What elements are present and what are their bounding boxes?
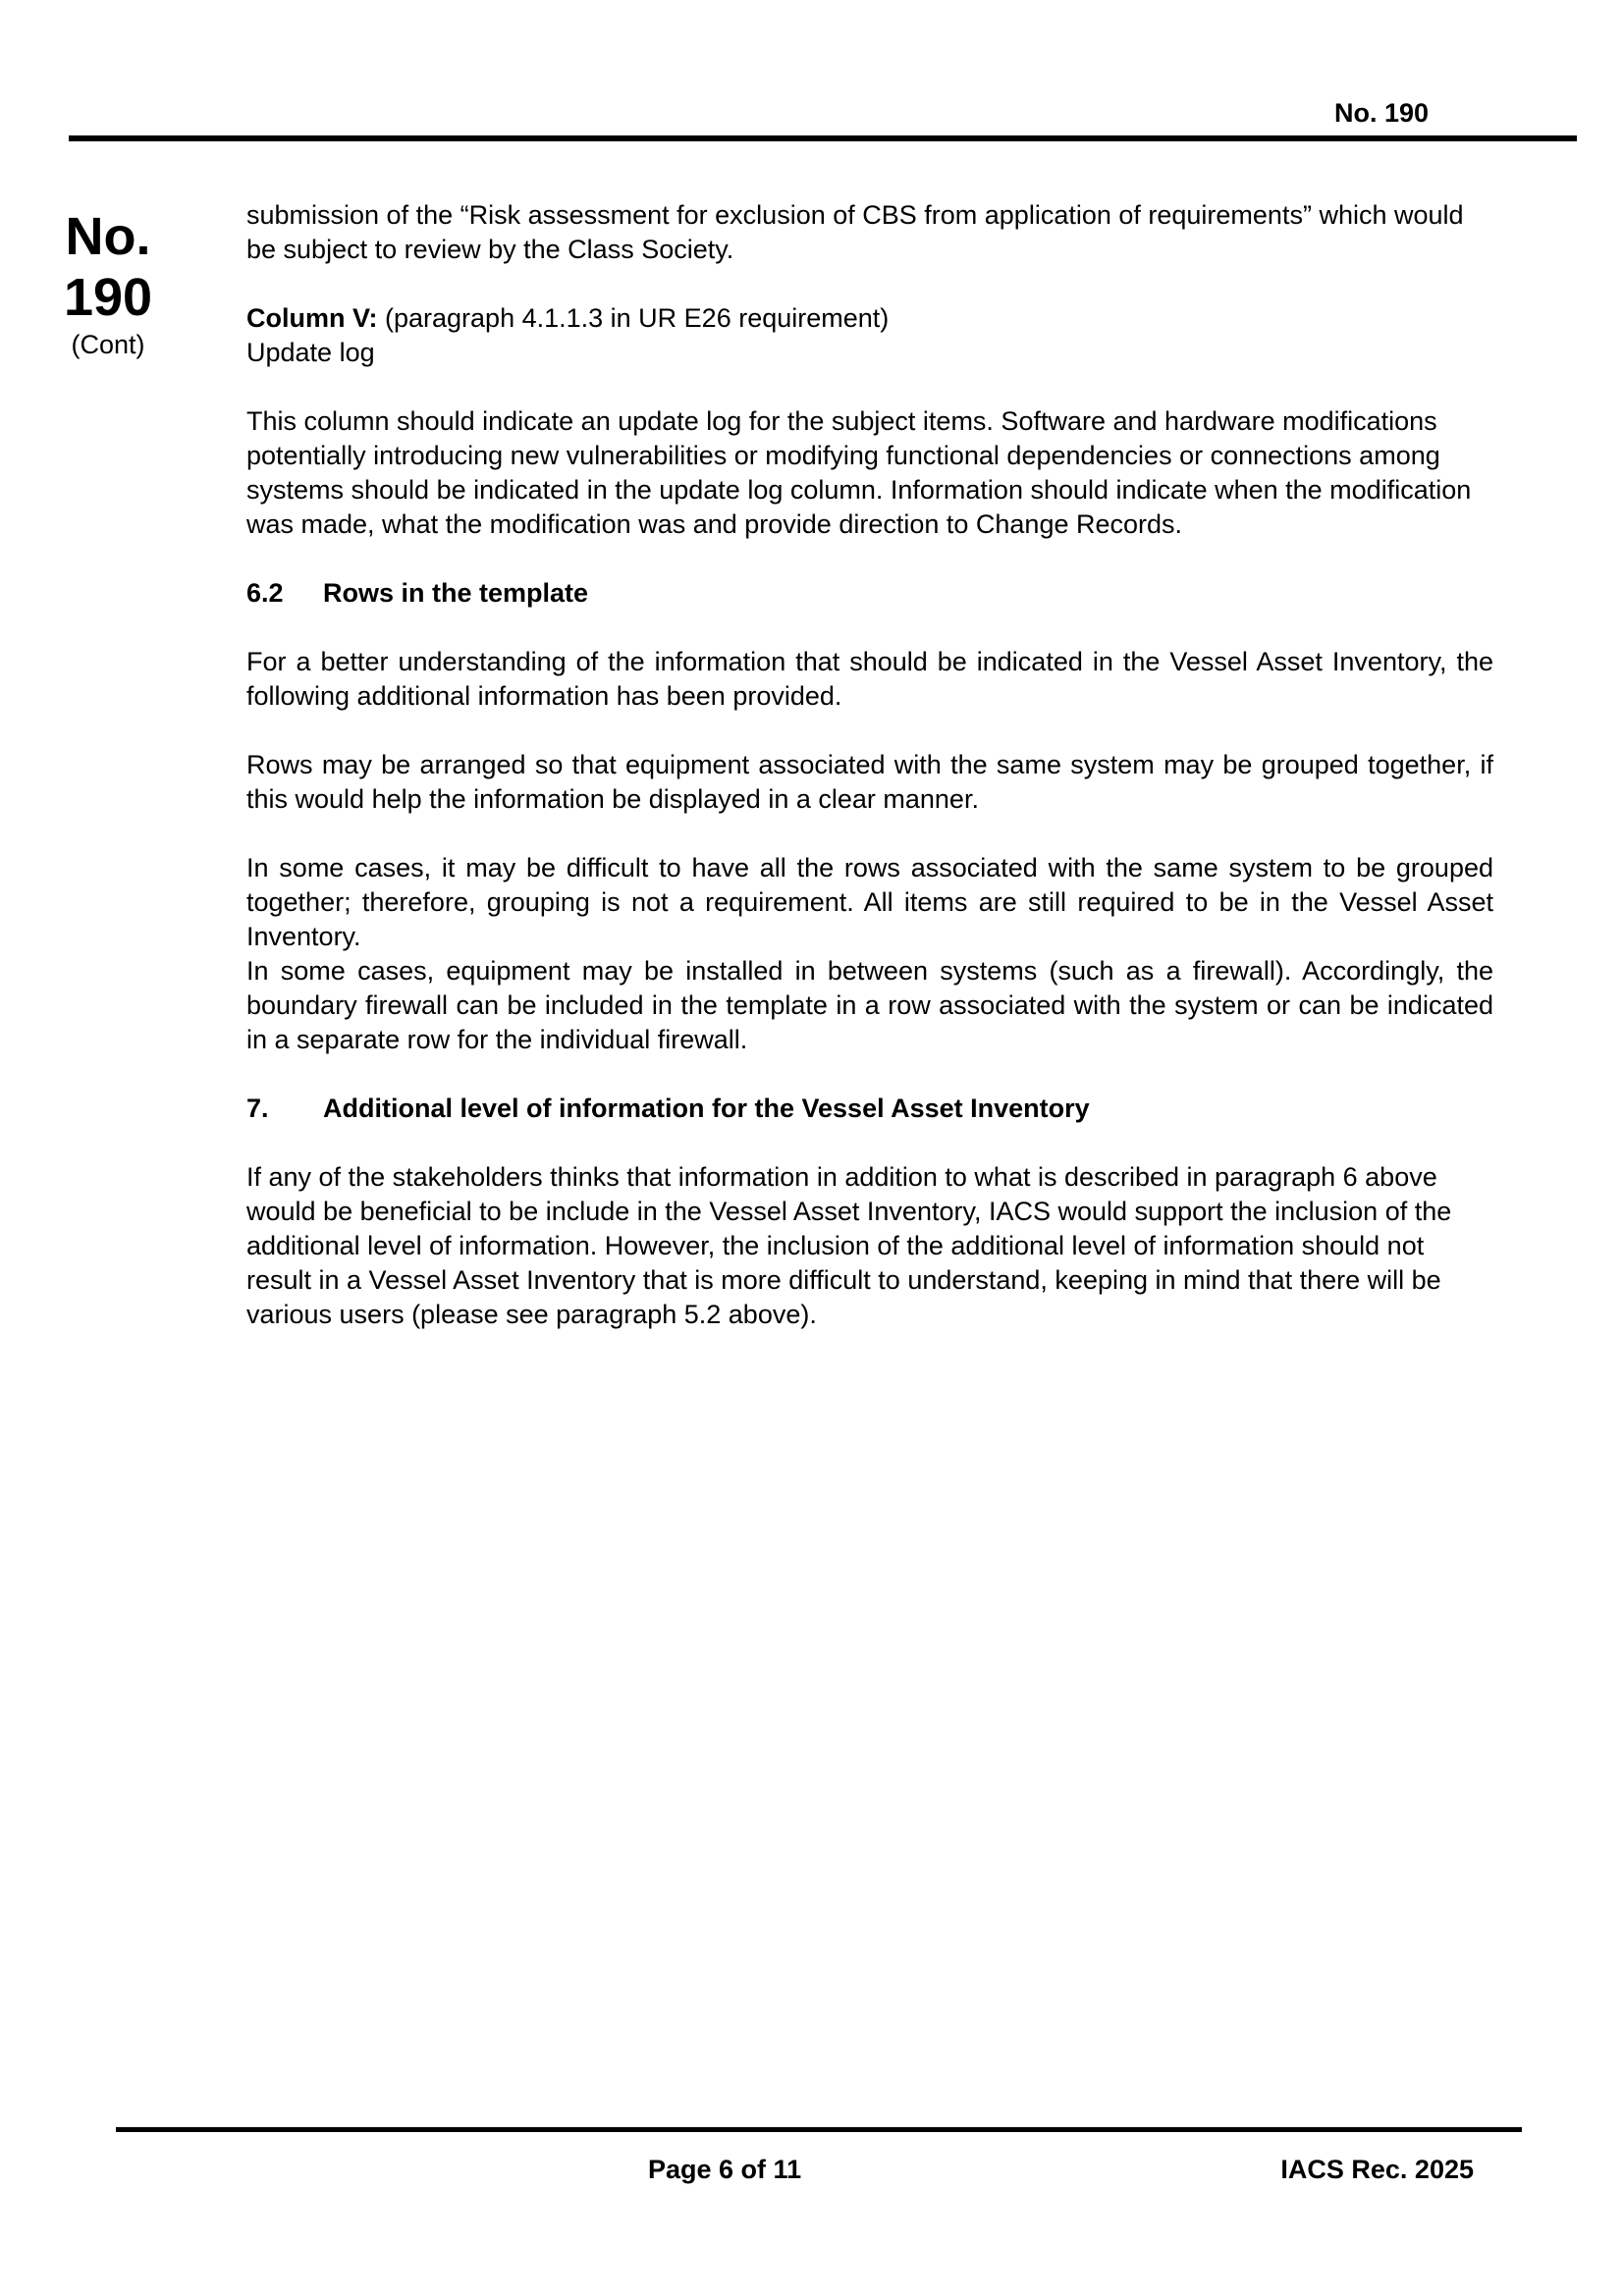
column-v-ref: (paragraph 4.1.1.3 in UR E26 requirement) [377, 303, 890, 333]
side-label-no: No. [65, 207, 151, 266]
paragraph-rows-3: In some cases, it may be difficult to have all the rows associated with the same system to be grouped together; therefore, grouping is not a requirement. All items are still required to be in the Vessel Asset Inventory. [246, 853, 1493, 951]
column-v-line [246, 301, 1493, 336]
side-label [44, 206, 172, 361]
column-v-title: Update log [246, 338, 375, 367]
side-label-cont: (Cont) [71, 330, 145, 359]
column-v-label: Column V: [246, 303, 378, 333]
paragraph-intro: submission of the “Risk assessment for exclusion of CBS from application of requirements” which would be subject to review by the Class Society. [246, 200, 1464, 264]
document-body [246, 198, 1493, 1366]
footer-page-number: Page 6 of 11 [648, 2155, 802, 2184]
side-label-number: 190 [63, 268, 153, 327]
header-doc-number: No. 190 [1333, 98, 1429, 128]
header-rule [69, 135, 1577, 141]
section-6-2-heading [246, 576, 1493, 611]
footer-rule [116, 2127, 1522, 2132]
section-7-title: Additional level of information for the Vessel Asset Inventory [323, 1094, 1090, 1123]
section-7-number: 7. [246, 1094, 269, 1123]
paragraph-update-log: This column should indicate an update log for the subject items. Software and hardware modifications potentially introducing new vulnerabilities or modifying functional dependencies or connections among systems should be indicated in the update log column. Information should indicate when the modification was made, what the modification was and provide direction to Change Records. [246, 406, 1472, 539]
footer-rec-label: IACS Rec. 2025 [1280, 2155, 1474, 2184]
section-6-2-number: 6.2 [246, 578, 284, 608]
paragraph-rows-1: For a better understanding of the information that should be indicated in the Vessel Asset Inventory, the following additional information has been provided. [246, 647, 1493, 711]
paragraph-rows-4: In some cases, equipment may be installed in between systems (such as a firewall). Accordingly, the boundary firewall can be included in the template in a row associated with the system or can be indicated in a separate row for the individual firewall. [246, 956, 1493, 1054]
section-7-heading [246, 1092, 1493, 1126]
paragraph-additional: If any of the stakeholders thinks that information in addition to what is described in paragraph 6 above would be beneficial to be include in the Vessel Asset Inventory, IACS would support the inclusion of the additional level of information. However, the inclusion of the additional level of information should not result in a Vessel Asset Inventory that is more difficult to understand, keeping in mind that there will be various users (please see paragraph 5.2 above). [246, 1162, 1452, 1329]
paragraph-rows-2: Rows may be arranged so that equipment associated with the same system may be grouped together, if this would help the information be displayed in a clear manner. [246, 750, 1493, 814]
section-6-2-title: Rows in the template [323, 578, 589, 608]
